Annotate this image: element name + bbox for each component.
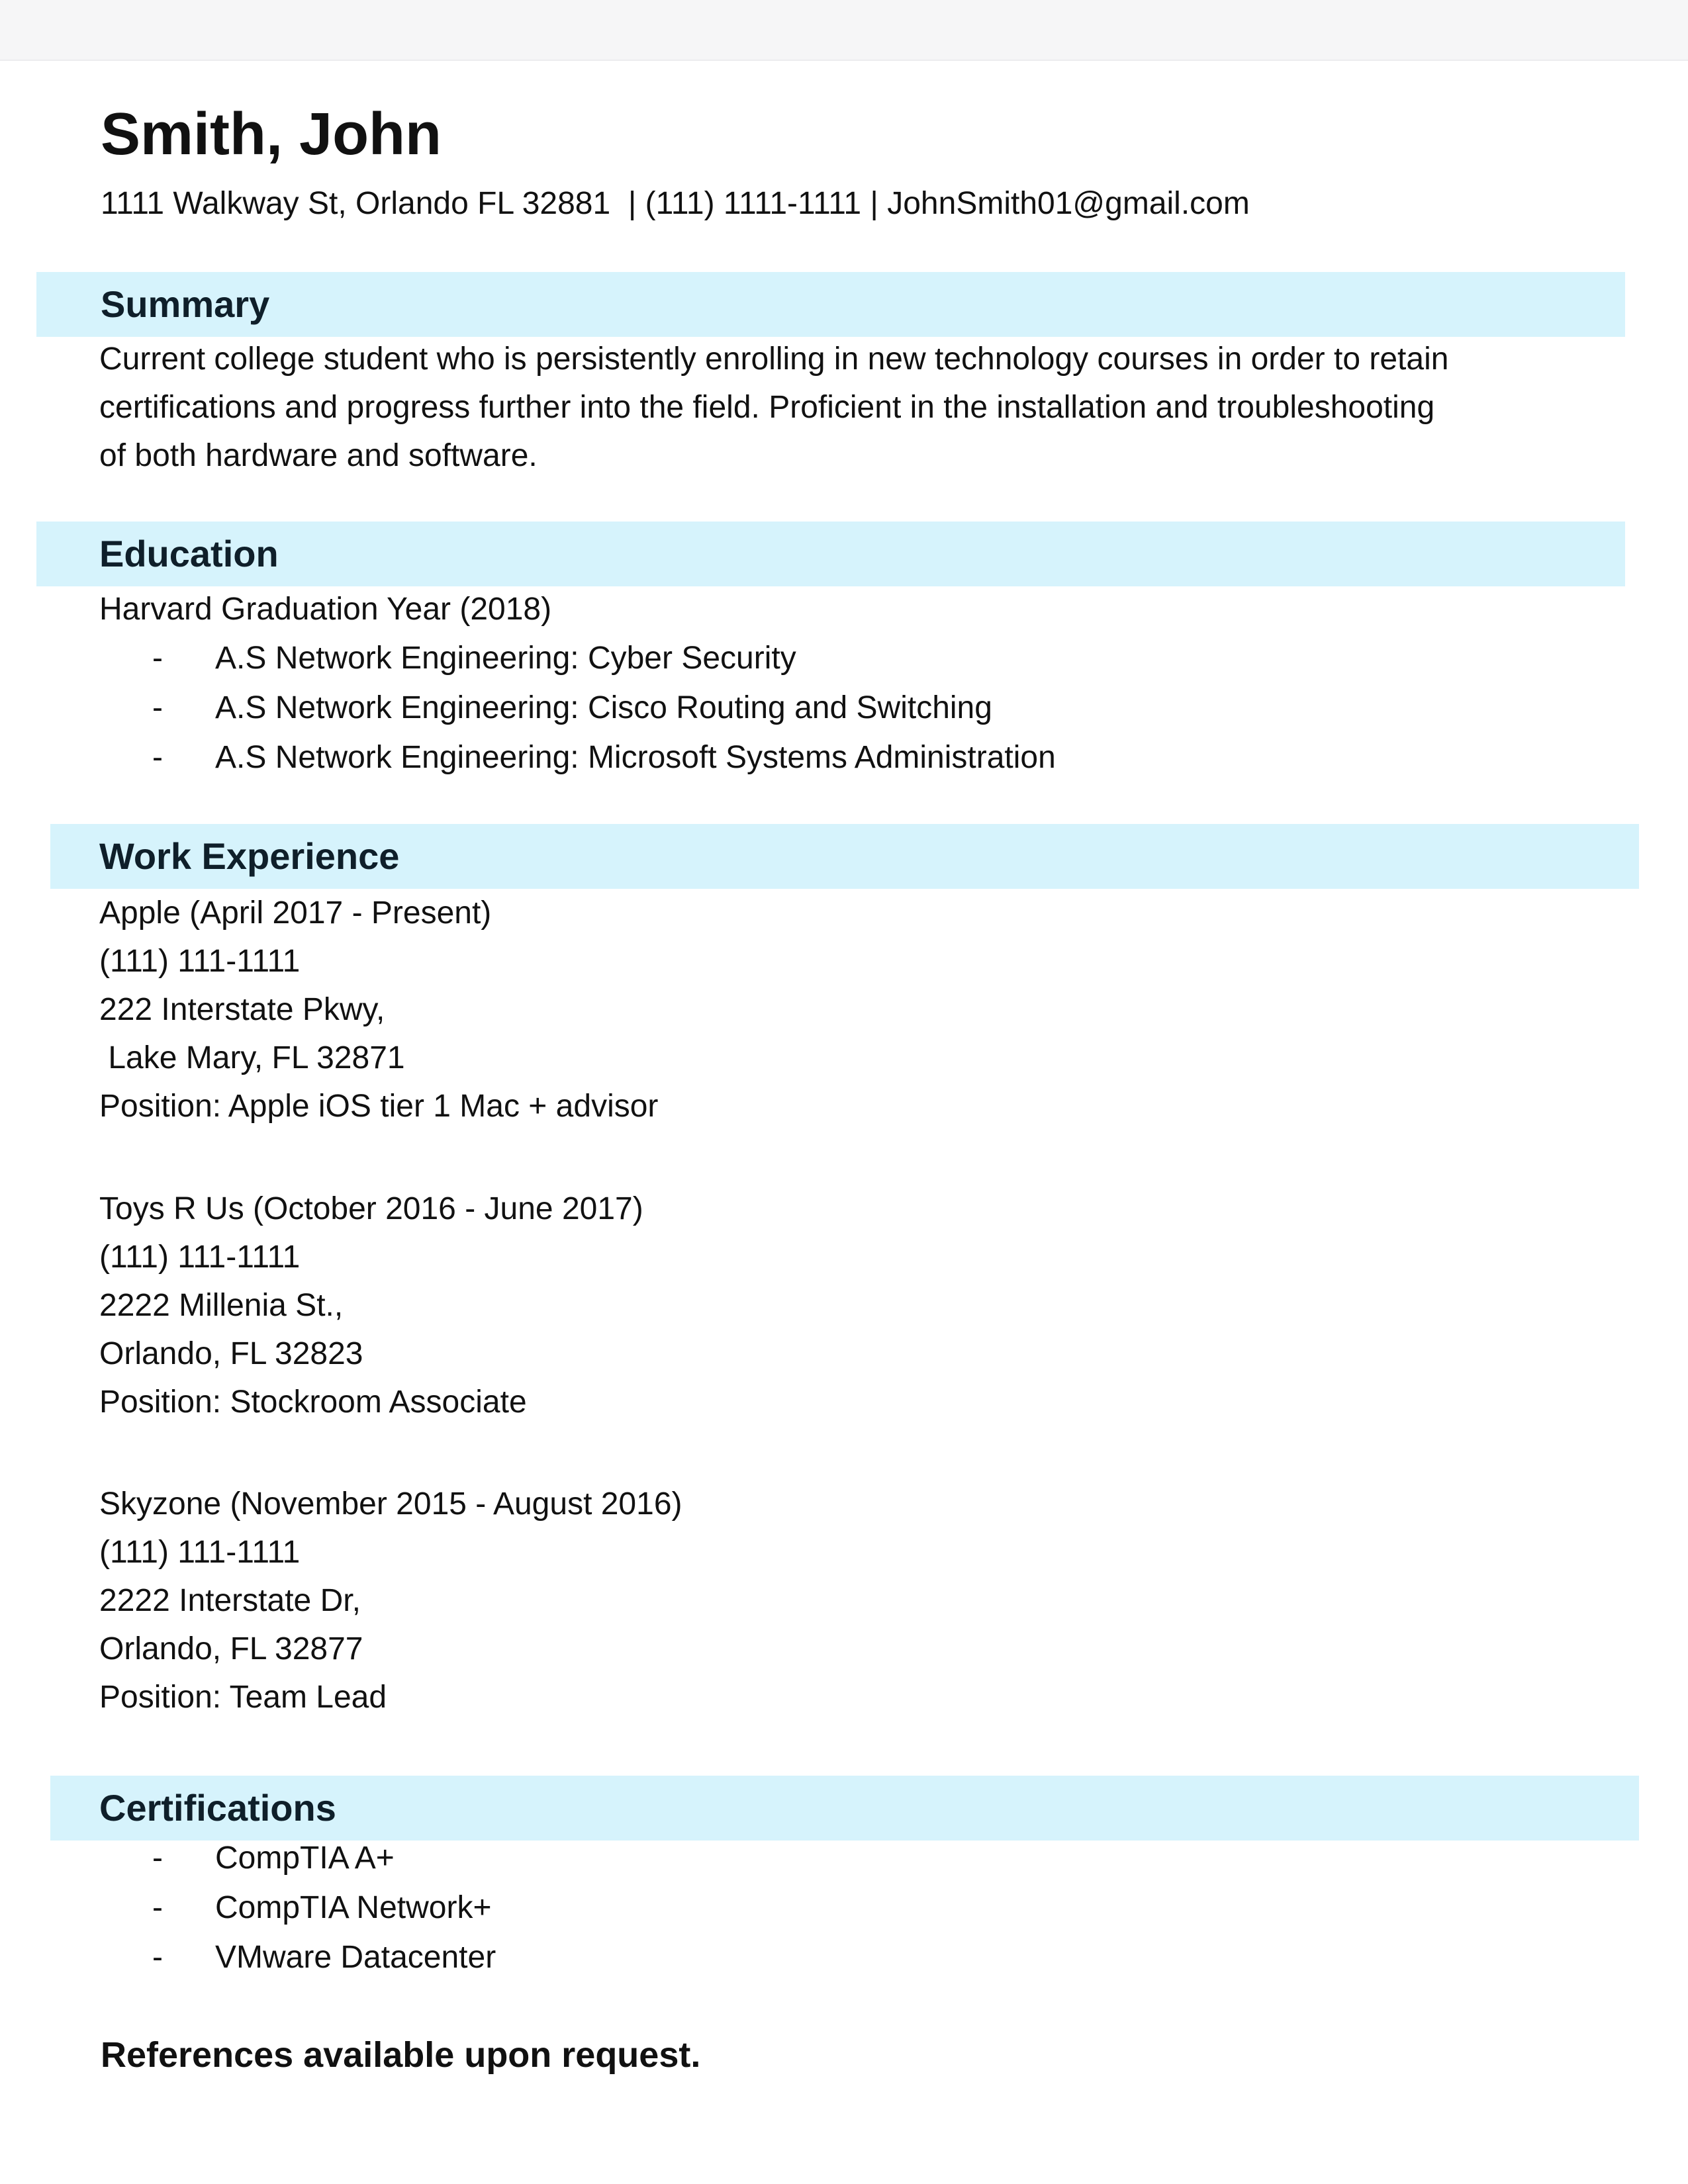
job-employer: Apple (April 2017 - Present) bbox=[99, 895, 492, 931]
job-address-line: Orlando, FL 32877 bbox=[99, 1631, 363, 1666]
bullet-dash: - bbox=[152, 690, 163, 725]
job-phone: (111) 111-1111 bbox=[99, 1240, 301, 1275]
summary-line: certifications and progress further into the field. Proficient in the installation and troubleshooting bbox=[99, 390, 1435, 425]
job-address-line: Orlando, FL 32823 bbox=[99, 1336, 363, 1371]
education-school: Harvard Graduation Year (2018) bbox=[99, 592, 552, 627]
summary-paragraph bbox=[99, 335, 1642, 480]
certification-label: CompTIA A+ bbox=[215, 1841, 395, 1876]
degree-item bbox=[152, 683, 1056, 733]
degree-item bbox=[152, 633, 1056, 683]
degree-label: A.S Network Engineering: Microsoft Systems Administration bbox=[215, 740, 1056, 775]
job-entry-apple bbox=[99, 889, 658, 1130]
degree-label: A.S Network Engineering: Cisco Routing and Switching bbox=[215, 690, 992, 725]
work-heading: Work Experience bbox=[99, 835, 400, 877]
job-address-line: Lake Mary, FL 32871 bbox=[99, 1040, 405, 1075]
job-address-line: 222 Interstate Pkwy, bbox=[99, 992, 385, 1027]
certification-list bbox=[152, 1833, 496, 1982]
degree-item bbox=[152, 733, 1056, 782]
bullet-dash: - bbox=[152, 1940, 163, 1975]
certification-item bbox=[152, 1883, 496, 1933]
degree-label: A.S Network Engineering: Cyber Security bbox=[215, 641, 796, 676]
contact-line: 1111 Walkway St, Orlando FL 32881 | (111) 1111-1111 | JohnSmith01@gmail.com bbox=[101, 186, 1250, 221]
bullet-dash: - bbox=[152, 641, 163, 676]
job-entry-skyzone bbox=[99, 1480, 682, 1721]
certifications-heading: Certifications bbox=[99, 1787, 336, 1829]
job-employer: Toys R Us (October 2016 - June 2017) bbox=[99, 1191, 643, 1226]
degree-list bbox=[152, 633, 1056, 782]
job-address-line: 2222 Interstate Dr, bbox=[99, 1583, 361, 1618]
job-address-line: 2222 Millenia St., bbox=[99, 1288, 344, 1323]
job-phone: (111) 111-1111 bbox=[99, 944, 301, 979]
viewer-top-bar bbox=[0, 0, 1688, 61]
summary-line: Current college student who is persistently enrolling in new technology courses in order to retain bbox=[99, 341, 1449, 377]
bullet-dash: - bbox=[152, 1841, 163, 1876]
bullet-dash: - bbox=[152, 740, 163, 775]
job-employer: Skyzone (November 2015 - August 2016) bbox=[99, 1486, 682, 1522]
certification-item bbox=[152, 1833, 496, 1883]
references-note: References available upon request. bbox=[101, 2035, 701, 2075]
education-heading: Education bbox=[99, 533, 279, 574]
job-position: Position: Apple iOS tier 1 Mac + advisor bbox=[99, 1089, 659, 1124]
job-position: Position: Stockroom Associate bbox=[99, 1385, 527, 1420]
summary-section-band bbox=[36, 272, 1625, 337]
job-entry-toys-r-us bbox=[99, 1185, 643, 1426]
bullet-dash: - bbox=[152, 1890, 163, 1925]
job-position: Position: Team Lead bbox=[99, 1680, 387, 1715]
candidate-name: Smith, John bbox=[101, 101, 442, 167]
certification-label: VMware Datacenter bbox=[215, 1940, 496, 1975]
summary-line: of both hardware and software. bbox=[99, 438, 538, 473]
summary-heading: Summary bbox=[101, 283, 270, 325]
certification-label: CompTIA Network+ bbox=[215, 1890, 492, 1925]
job-phone: (111) 111-1111 bbox=[99, 1535, 301, 1570]
certification-item bbox=[152, 1933, 496, 1982]
